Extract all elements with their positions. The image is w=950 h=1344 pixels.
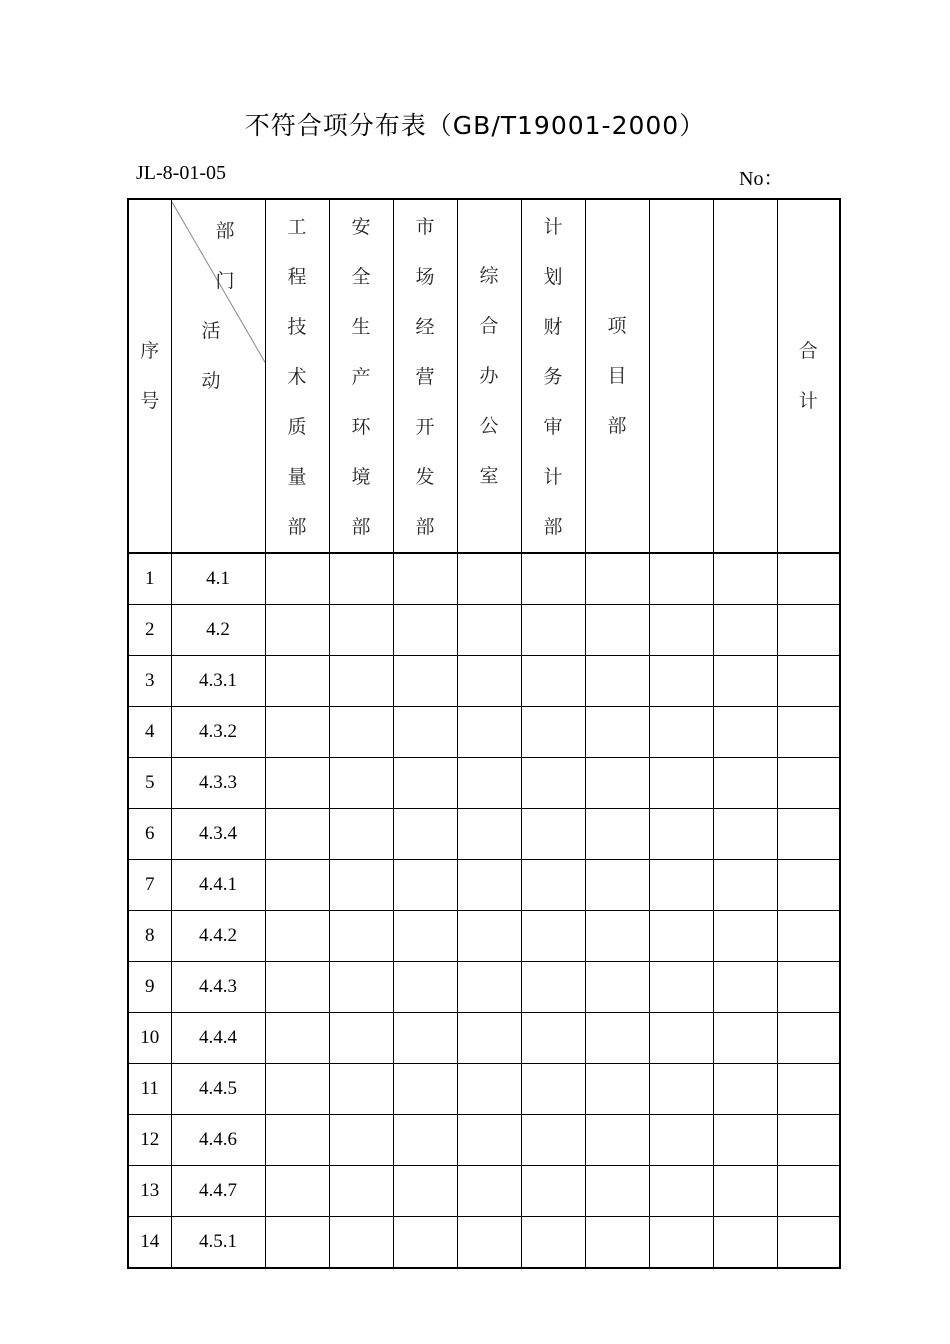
empty-cell — [393, 758, 457, 809]
header-dept-project: 项 目 部 — [585, 199, 649, 553]
empty-cell — [649, 553, 713, 605]
empty-cell — [713, 962, 777, 1013]
empty-cell — [457, 860, 521, 911]
table-row — [128, 911, 840, 962]
empty-cell — [457, 911, 521, 962]
header-seq-label: 序 号 — [140, 340, 160, 412]
empty-cell — [265, 605, 329, 656]
row-clause: 4.5.1 — [171, 1217, 265, 1269]
empty-cell — [393, 1013, 457, 1064]
row-clause: 4.3.4 — [171, 809, 265, 860]
header-dept-safety-environment: 安 全 生 产 环 境 部 — [329, 199, 393, 553]
empty-cell — [713, 553, 777, 605]
empty-cell — [649, 1064, 713, 1115]
empty-cell — [777, 605, 840, 656]
empty-cell — [585, 962, 649, 1013]
empty-cell — [649, 605, 713, 656]
header-dept-general-office: 综 合 办 公 室 — [457, 199, 521, 553]
header-dept-market-development: 市 场 经 营 开 发 部 — [393, 199, 457, 553]
empty-cell — [713, 911, 777, 962]
empty-cell — [265, 911, 329, 962]
empty-cell — [777, 553, 840, 605]
empty-cell — [649, 1115, 713, 1166]
row-clause: 4.2 — [171, 605, 265, 656]
empty-cell — [329, 1115, 393, 1166]
row-seq-number: 6 — [128, 809, 171, 860]
empty-cell — [713, 605, 777, 656]
empty-cell — [329, 1217, 393, 1269]
empty-cell — [585, 1217, 649, 1269]
header-dept-activity-corner — [171, 199, 265, 553]
empty-cell — [329, 1013, 393, 1064]
row-seq-number: 2 — [128, 605, 171, 656]
empty-cell — [713, 1166, 777, 1217]
empty-cell — [393, 1217, 457, 1269]
empty-cell — [265, 1064, 329, 1115]
header-dept-engineering-quality: 工 程 技 术 质 量 部 — [265, 199, 329, 553]
empty-cell — [777, 809, 840, 860]
empty-cell — [329, 1064, 393, 1115]
empty-cell — [521, 707, 585, 758]
empty-cell — [265, 707, 329, 758]
empty-cell — [713, 1064, 777, 1115]
empty-cell — [393, 809, 457, 860]
empty-cell — [521, 1064, 585, 1115]
empty-cell — [777, 1166, 840, 1217]
empty-cell — [457, 656, 521, 707]
row-clause: 4.1 — [171, 553, 265, 605]
row-clause: 4.4.4 — [171, 1013, 265, 1064]
row-seq-number: 7 — [128, 860, 171, 911]
serial-number-label: No： — [739, 168, 784, 190]
empty-cell — [713, 707, 777, 758]
empty-cell — [457, 1217, 521, 1269]
empty-cell — [521, 860, 585, 911]
empty-cell — [585, 707, 649, 758]
empty-cell — [649, 860, 713, 911]
empty-cell — [521, 1115, 585, 1166]
empty-cell — [777, 1013, 840, 1064]
row-clause: 4.3.2 — [171, 707, 265, 758]
empty-cell — [329, 911, 393, 962]
empty-cell — [329, 605, 393, 656]
empty-cell — [265, 860, 329, 911]
empty-cell — [649, 1166, 713, 1217]
table-row — [128, 1115, 840, 1166]
empty-cell — [521, 553, 585, 605]
empty-cell — [521, 1013, 585, 1064]
table-row — [128, 860, 840, 911]
empty-cell — [329, 809, 393, 860]
empty-cell — [713, 758, 777, 809]
empty-cell — [521, 1166, 585, 1217]
row-seq-number: 12 — [128, 1115, 171, 1166]
empty-cell — [777, 758, 840, 809]
row-seq-number: 11 — [128, 1064, 171, 1115]
empty-cell — [585, 553, 649, 605]
table-row — [128, 1217, 840, 1269]
empty-cell — [713, 860, 777, 911]
table-header-row — [128, 199, 840, 553]
empty-cell — [393, 605, 457, 656]
empty-cell — [649, 962, 713, 1013]
empty-cell — [457, 605, 521, 656]
empty-cell — [265, 656, 329, 707]
empty-cell — [777, 1115, 840, 1166]
empty-cell — [649, 1013, 713, 1064]
header-blank-2 — [713, 199, 777, 553]
page-title: 不符合项分布表（GB/T19001-2000） — [244, 111, 706, 140]
document-number: JL-8-01-05 — [136, 162, 226, 184]
empty-cell — [649, 758, 713, 809]
empty-cell — [393, 1166, 457, 1217]
empty-cell — [393, 860, 457, 911]
empty-cell — [265, 809, 329, 860]
empty-cell — [585, 911, 649, 962]
empty-cell — [585, 758, 649, 809]
corner-activity-label: 活 动 — [201, 320, 221, 392]
empty-cell — [777, 860, 840, 911]
row-clause: 4.3.3 — [171, 758, 265, 809]
row-seq-number: 4 — [128, 707, 171, 758]
table-row — [128, 1166, 840, 1217]
empty-cell — [393, 1115, 457, 1166]
empty-cell — [585, 1166, 649, 1217]
empty-cell — [457, 553, 521, 605]
empty-cell — [393, 553, 457, 605]
empty-cell — [457, 1115, 521, 1166]
table-row — [128, 1064, 840, 1115]
header-dept-planning-finance-audit: 计 划 财 务 审 计 部 — [521, 199, 585, 553]
empty-cell — [585, 1115, 649, 1166]
empty-cell — [457, 809, 521, 860]
empty-cell — [393, 911, 457, 962]
empty-cell — [457, 1013, 521, 1064]
empty-cell — [713, 1217, 777, 1269]
table-row — [128, 809, 840, 860]
empty-cell — [457, 707, 521, 758]
corner-department-label: 部 门 — [215, 220, 235, 292]
empty-cell — [265, 1166, 329, 1217]
table-body — [128, 553, 840, 1268]
empty-cell — [329, 962, 393, 1013]
table-row — [128, 758, 840, 809]
row-clause: 4.4.6 — [171, 1115, 265, 1166]
empty-cell — [585, 1064, 649, 1115]
empty-cell — [585, 809, 649, 860]
empty-cell — [777, 911, 840, 962]
empty-cell — [457, 1166, 521, 1217]
empty-cell — [649, 809, 713, 860]
row-seq-number: 10 — [128, 1013, 171, 1064]
empty-cell — [713, 1013, 777, 1064]
table-row — [128, 605, 840, 656]
empty-cell — [265, 1013, 329, 1064]
empty-cell — [457, 1064, 521, 1115]
empty-cell — [393, 962, 457, 1013]
row-clause: 4.4.3 — [171, 962, 265, 1013]
empty-cell — [329, 758, 393, 809]
row-seq-number: 5 — [128, 758, 171, 809]
empty-cell — [329, 553, 393, 605]
empty-cell — [777, 1217, 840, 1269]
empty-cell — [585, 860, 649, 911]
row-clause: 4.3.1 — [171, 656, 265, 707]
header-seq — [128, 199, 171, 553]
empty-cell — [265, 758, 329, 809]
row-clause: 4.4.7 — [171, 1166, 265, 1217]
empty-cell — [457, 962, 521, 1013]
empty-cell — [457, 758, 521, 809]
empty-cell — [777, 962, 840, 1013]
empty-cell — [649, 656, 713, 707]
empty-cell — [713, 809, 777, 860]
header-total: 合 计 — [777, 199, 840, 553]
row-seq-number: 8 — [128, 911, 171, 962]
row-seq-number: 1 — [128, 553, 171, 605]
row-seq-number: 3 — [128, 656, 171, 707]
row-seq-number: 14 — [128, 1217, 171, 1269]
row-seq-number: 9 — [128, 962, 171, 1013]
nonconformity-distribution-table — [127, 198, 841, 1269]
empty-cell — [393, 707, 457, 758]
empty-cell — [265, 1217, 329, 1269]
empty-cell — [585, 605, 649, 656]
empty-cell — [777, 656, 840, 707]
empty-cell — [329, 1166, 393, 1217]
table-row — [128, 962, 840, 1013]
empty-cell — [649, 1217, 713, 1269]
empty-cell — [265, 962, 329, 1013]
row-clause: 4.4.1 — [171, 860, 265, 911]
row-clause: 4.4.5 — [171, 1064, 265, 1115]
empty-cell — [521, 809, 585, 860]
empty-cell — [521, 605, 585, 656]
empty-cell — [713, 656, 777, 707]
row-clause: 4.4.2 — [171, 911, 265, 962]
empty-cell — [777, 1064, 840, 1115]
empty-cell — [265, 553, 329, 605]
empty-cell — [521, 911, 585, 962]
empty-cell — [649, 911, 713, 962]
empty-cell — [329, 860, 393, 911]
empty-cell — [329, 707, 393, 758]
table-row — [128, 553, 840, 605]
header-blank-1 — [649, 199, 713, 553]
empty-cell — [521, 962, 585, 1013]
empty-cell — [585, 1013, 649, 1064]
table-row — [128, 1013, 840, 1064]
empty-cell — [521, 1217, 585, 1269]
empty-cell — [585, 656, 649, 707]
empty-cell — [649, 707, 713, 758]
table-row — [128, 656, 840, 707]
empty-cell — [393, 656, 457, 707]
empty-cell — [393, 1064, 457, 1115]
empty-cell — [777, 707, 840, 758]
empty-cell — [265, 1115, 329, 1166]
table-row — [128, 707, 840, 758]
row-seq-number: 13 — [128, 1166, 171, 1217]
empty-cell — [521, 758, 585, 809]
empty-cell — [521, 656, 585, 707]
empty-cell — [329, 656, 393, 707]
empty-cell — [713, 1115, 777, 1166]
